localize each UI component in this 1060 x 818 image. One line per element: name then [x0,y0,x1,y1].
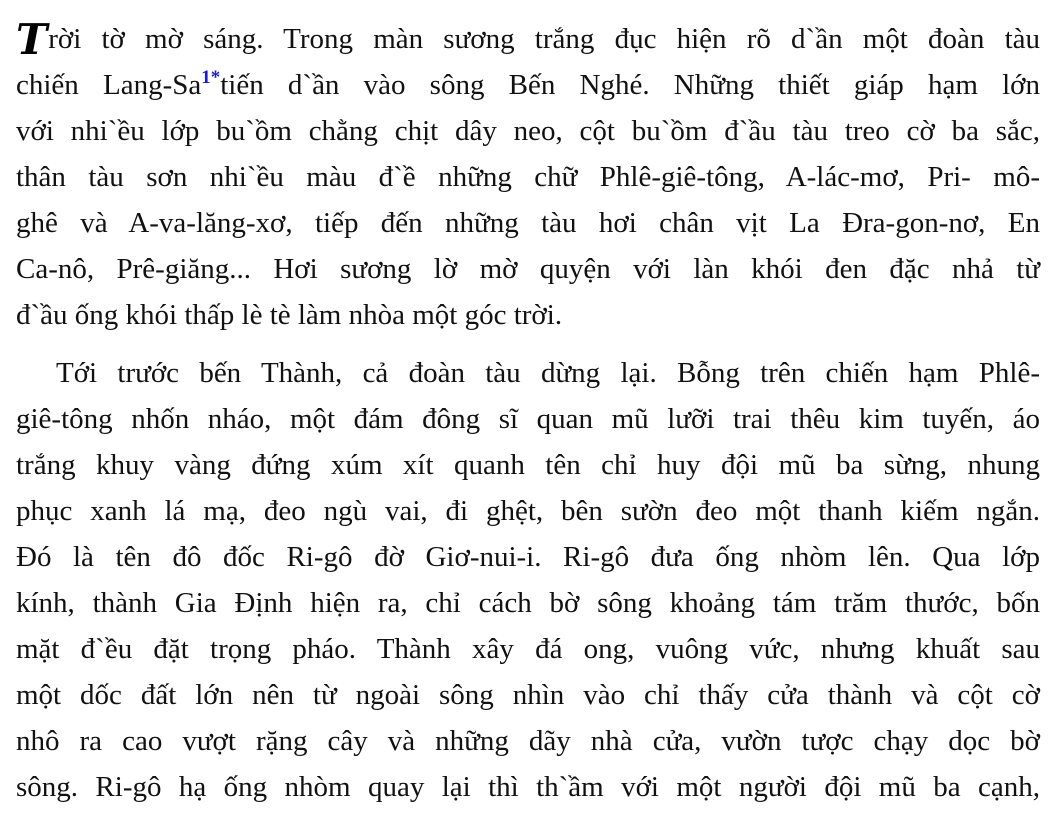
paragraph-2-line-1 [56,350,1040,396]
text-line: một dốc đất lớn nên từ ngoài sông nhìn vào chỉ thấy cửa thành và cột cờ [16,679,1040,711]
footnote-reference-link[interactable]: 1* [201,67,221,88]
paragraph-2-line-9 [16,718,1040,764]
text-line: nhô ra cao vượt rặng cây và những dãy nhà cửa, vườn tược chạy dọc bờ [16,725,1040,757]
paragraph-1-line-6 [16,246,1040,292]
text-line: rời tờ mờ sáng. Trong màn sương trắng đục hiện rõ d`ần một đoàn tàu [48,23,1040,55]
text-line: chiến Lang-Sa [16,69,202,101]
paragraph-1-line-1 [16,16,1040,62]
text-line: giê-tông nhốn nháo, một đám đông sĩ quan mũ lưỡi trai thêu kim tuyến, áo [16,403,1040,435]
paragraph-2-line-5 [16,534,1040,580]
text-line: sông. Ri-gô hạ ống nhòm quay lại thì th`ầm với một người đội mũ ba cạnh, [16,771,1040,803]
paragraph-1-line-5 [16,200,1040,246]
text-line: tiến d`ần vào sông Bến Nghé. Những thiết giáp hạm lớn [220,69,1040,101]
paragraph-2-line-7 [16,626,1040,672]
paragraph-1-line-7 [16,292,1040,338]
text-line: đ`ầu ống khói thấp lè tè làm nhòa một góc trời. [16,299,563,331]
text-line: phục xanh lá mạ, đeo ngù vai, đi ghệt, bên sườn đeo một thanh kiếm ngắn. [16,495,1040,527]
text-line: mặt đ`ều đặt trọng pháo. Thành xây đá ong, vuông vức, nhưng khuất sau [16,633,1040,665]
paragraph-2-line-8 [16,672,1040,718]
paragraph-2-line-6 [16,580,1040,626]
paragraph-1-line-4 [16,154,1040,200]
text-line: Đó là tên đô đốc Ri-gô đờ Giơ-nui-i. Ri-gô đưa ống nhòm lên. Qua lớp [16,541,1040,573]
paragraph-2-line-2 [16,396,1040,442]
paragraph-2-line-3 [16,442,1040,488]
paragraph-2-line-4 [16,488,1040,534]
text-line: ghê và A-va-lăng-xơ, tiếp đến những tàu hơi chân vịt La Đra-gon-nơ, En [16,207,1040,239]
text-line: trắng khuy vàng đứng xúm xít quanh tên chỉ huy đội mũ ba sừng, nhung [16,449,1040,481]
text-line: với nhi`ều lớp bu`ồm chằng chịt dây neo, cột bu`ồm đ`ầu tàu treo cờ ba sắc, [16,115,1040,147]
paragraph-1-line-2 [16,62,1040,108]
drop-cap: T [16,15,48,64]
paragraph-1-line-3 [16,108,1040,154]
text-line: Tới trước bến Thành, cả đoàn tàu dừng lại. Bỗng trên chiến hạm Phlê- [56,357,1040,389]
text-line: kính, thành Gia Định hiện ra, chỉ cách bờ sông khoảng tám trăm thước, bốn [16,587,1040,619]
paragraph-2-line-10 [16,764,1040,810]
text-line: Ca-nô, Prê-giăng... Hơi sương lờ mờ quyện với làn khói đen đặc nhả từ [16,253,1040,285]
text-line: thân tàu sơn nhi`ều màu đ`ề những chữ Phlê-giê-tông, A-lác-mơ, Pri- mô- [16,161,1040,193]
